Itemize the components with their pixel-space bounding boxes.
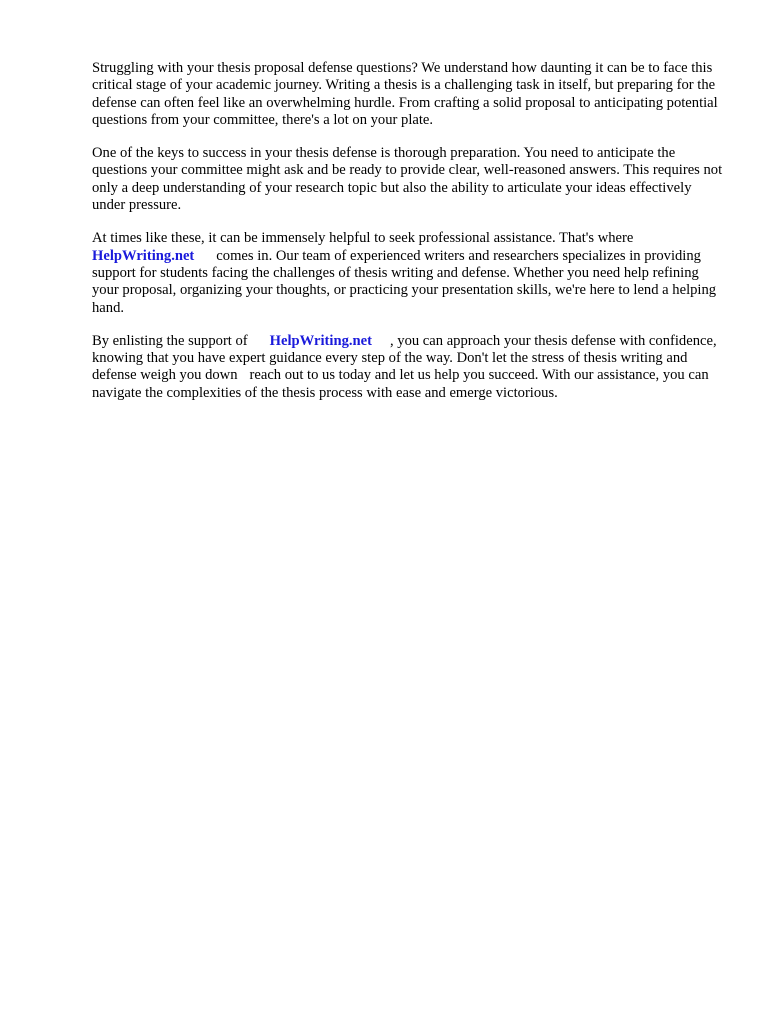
paragraph-assistance-text-after: comes in. Our team of experienced writers and researchers specializes in providing support for students facing the challenges of thesis writing and defense. Whether you need help refining your proposal, organizing your thoughts, or practicing your presentation skills, we're here to lend a helping hand. bbox=[92, 247, 717, 316]
paragraph-enlisting-text-before: By enlisting the support of bbox=[92, 332, 248, 349]
paragraph-enlisting-text-after: reach out to us today and let us help you succeed. With our assistance, you can navigate the complexities of the thesis process with ease and emerge victorious. bbox=[92, 367, 709, 401]
paragraph-intro: Struggling with your thesis proposal defense questions? We understand how daunting it can be to face this critical stage of your academic journey. Writing a thesis is a challenging task in itself, but preparing for the defense can often feel like an overwhelming hurdle. From crafting a solid proposal to anticipating potential questions from your committee, there's a lot on your plate. bbox=[92, 60, 718, 128]
document-body bbox=[92, 60, 724, 418]
paragraph-assistance-text-before: At times like these, it can be immensely helpful to seek professional assistance. That's where bbox=[92, 230, 634, 247]
paragraph-assistance bbox=[92, 230, 724, 316]
helpwriting-link-1[interactable]: HelpWriting.net bbox=[92, 247, 195, 264]
helpwriting-link-2[interactable]: HelpWriting.net bbox=[269, 332, 372, 349]
paragraph-preparation: One of the keys to success in your thesis defense is thorough preparation. You need to anticipate the questions your committee might ask and be ready to provide clear, well-reasoned answers. This requires not only a deep understanding of your research topic but also the ability to articulate your ideas effectively under pressure. bbox=[92, 145, 723, 214]
paragraph-enlisting-text-mid: , you can approach your thesis defense with confidence, knowing that you have expert guidance every step of the way. Don't let the stress of thesis writing and defense weigh you down bbox=[92, 332, 717, 384]
paragraph-enlisting bbox=[92, 333, 724, 402]
